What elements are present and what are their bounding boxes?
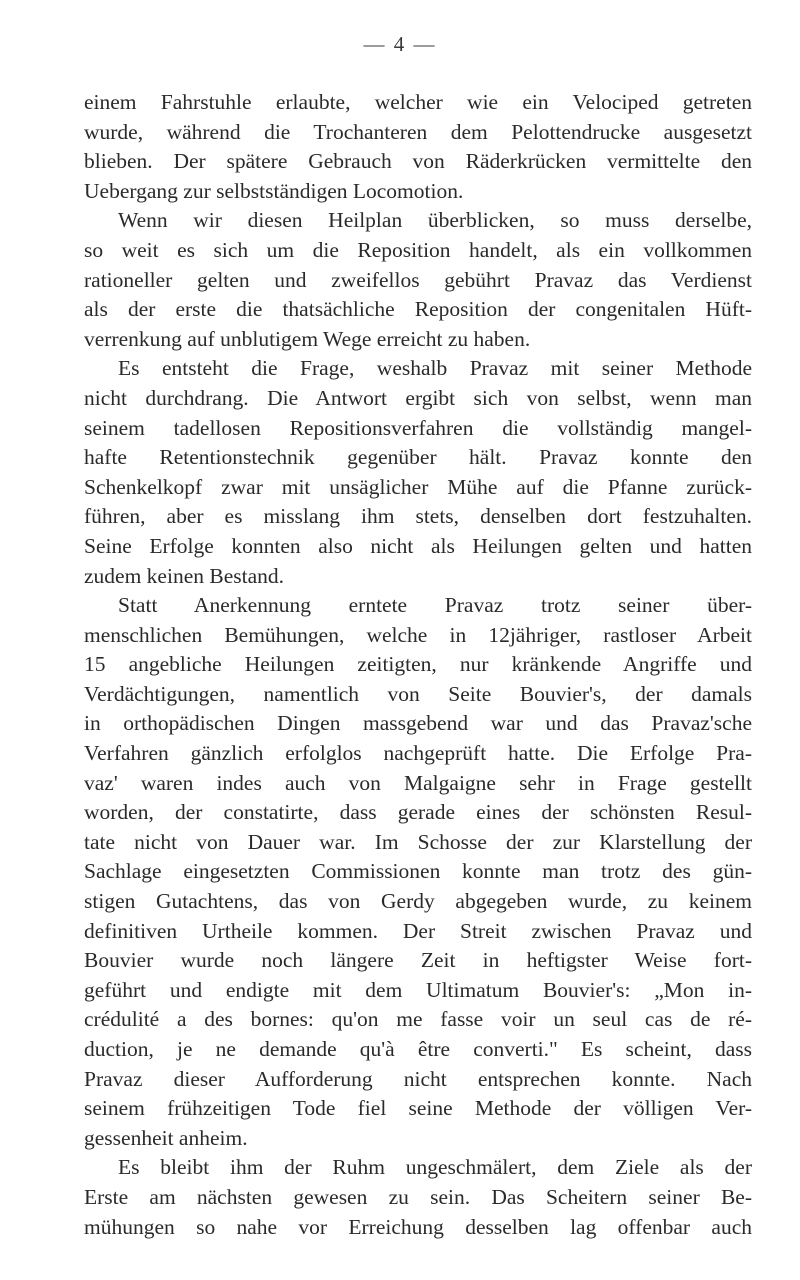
body-text (84, 88, 752, 1242)
text-line: Bouvier wurde noch längere Zeit in heftigster Weise fort- (84, 948, 752, 973)
text-line: Seine Erfolge konnten also nicht als Heilungen gelten und hatten (84, 533, 752, 558)
text-line: menschlichen Bemühungen, welche in 12jähriger, rastloser Arbeit (84, 622, 752, 647)
text-line: geführt und endigte mit dem Ultimatum Bouvier's: „Mon in- (84, 977, 752, 1002)
text-line: hafte Retentionstechnik gegenüber hält. Pravaz konnte den (84, 445, 752, 470)
text-line: Erste am nächsten gewesen zu sein. Das Scheitern seiner Be- (84, 1184, 752, 1209)
text-line: seinem frühzeitigen Tode fiel seine Methode der völligen Ver- (84, 1096, 752, 1121)
text-line: zudem keinen Bestand. (84, 563, 285, 588)
text-line: crédulité a des bornes: qu'on me fasse voir un seul cas de ré- (84, 1007, 752, 1032)
text-line: einem Fahrstuhle erlaubte, welcher wie ein Velociped getreten (84, 90, 752, 114)
text-line: Schenkelkopf zwar mit unsäglicher Mühe auf die Pfanne zurück- (84, 474, 752, 499)
text-line: tate nicht von Dauer war. Im Schosse der zur Klarstellung der (84, 829, 752, 854)
text-line: nicht durchdrang. Die Antwort ergibt sich von selbst, wenn man (84, 385, 752, 410)
text-line: 15 angebliche Heilungen zeitigten, nur kränkende Angriffe und (84, 652, 752, 677)
text-line: verrenkung auf unblutigem Wege erreicht zu haben. (84, 326, 531, 351)
text-line: seinem tadellosen Repositionsverfahren die vollständig mangel- (84, 415, 752, 440)
text-line: gessenheit anheim. (84, 1125, 248, 1150)
text-line: Uebergang zur selbstständigen Locomotion. (84, 178, 464, 203)
text-line: als der erste die thatsächliche Reposition der congenitalen Hüft- (84, 297, 752, 322)
text-line: vaz' waren indes auch von Malgaigne sehr in Frage gestellt (84, 770, 752, 795)
text-line: Pravaz dieser Aufforderung nicht entsprechen konnte. Nach (84, 1066, 752, 1091)
text-line: blieben. Der spätere Gebrauch von Räderkrücken vermittelte den (84, 149, 752, 174)
text-line: rationeller gelten und zweifellos gebührt Pravaz das Verdienst (84, 267, 752, 292)
text-line: stigen Gutachtens, das von Gerdy abgegeben wurde, zu keinem (84, 889, 752, 914)
text-line: duction, je ne demande qu'à être converti." Es scheint, dass (84, 1037, 752, 1061)
page-number: — 4 — (363, 32, 437, 56)
text-line: Statt Anerkennung erntete Pravaz trotz seiner über- (118, 593, 752, 618)
text-line: so weit es sich um die Reposition handelt, als ein vollkommen (84, 237, 752, 262)
text-line: Es bleibt ihm der Ruhm ungeschmälert, dem Ziele als der (118, 1155, 752, 1180)
text-line: mühungen so nahe vor Erreichung desselben lag offenbar auch (84, 1214, 752, 1239)
text-line: Sachlage eingesetzten Commissionen konnte man trotz des gün- (84, 859, 752, 884)
text-line: Verfahren gänzlich erfolglos nachgeprüft hatte. Die Erfolge Pra- (84, 741, 752, 766)
text-line: definitiven Urtheile kommen. Der Streit zwischen Pravaz und (84, 918, 752, 943)
text-line: wurde, während die Trochanteren dem Pelottendrucke ausgesetzt (84, 119, 752, 144)
text-line: Es entsteht die Frage, weshalb Pravaz mit seiner Methode (118, 356, 752, 381)
text-line: führen, aber es misslang ihm stets, denselben dort festzuhalten. (84, 504, 752, 529)
text-line: worden, der constatirte, dass gerade eines der schönsten Resul- (84, 800, 752, 825)
text-line: Wenn wir diesen Heilplan überblicken, so muss derselbe, (118, 208, 752, 233)
text-line: in orthopädischen Dingen massgebend war und das Pravaz'sche (84, 711, 752, 736)
text-line: Verdächtigungen, namentlich von Seite Bouvier's, der damals (84, 681, 752, 706)
